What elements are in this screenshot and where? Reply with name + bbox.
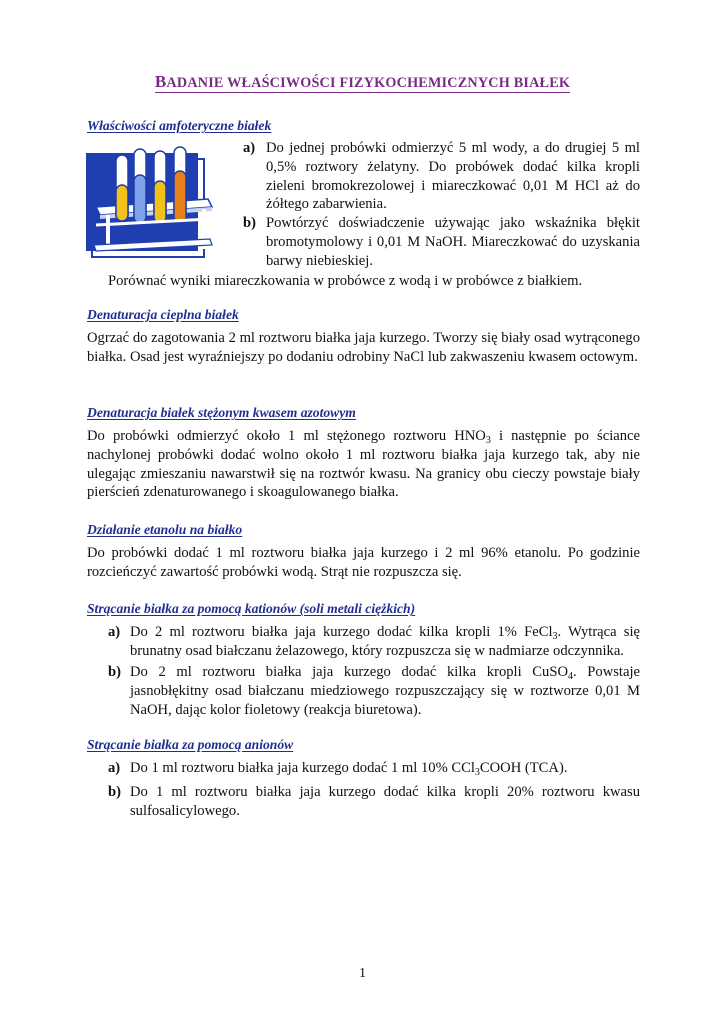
- section-heading-cations: Strącanie białka za pomocą kationów (soli metali ciężkich): [87, 601, 416, 616]
- item-text-b: Do 1 ml roztworu białka jaja kurzego dodać kilka kropli 20% roztworu kwasu sulfosalicylowego.: [130, 784, 640, 819]
- item-text-a: Do jednej probówki odmierzyć 5 ml wody, a do drugiej 5 ml 0,5% roztwory żelatyny. Do probówek dodać kilka kropli zieleni bromokrezolowej i miareczkować 0,01 M HCl aż do żółtego zabarwienia.: [266, 140, 640, 213]
- section-paragraph: Do probówki dodać 1 ml roztworu białka jaja kurzego i 2 ml 96% etanolu. Po godzinie rozcieńczyć zawartość probówki wodą. Strąt nie rozpuszcza się.: [87, 545, 640, 580]
- page-title: BADANIE WŁAŚCIWOŚCI FIZYKOCHEMICZNYCH BIAŁEK: [154, 72, 571, 91]
- section-paragraph: Ogrzać do zagotowania 2 ml roztworu białka jaja kurzego. Tworzy się biały osad wytrąconego białka. Osad jest wyraźniejszy po dodaniu odrobiny NaCl lub zakwaszeniu kwasem octowym.: [87, 330, 640, 365]
- test-tubes-rack-icon: [86, 145, 214, 259]
- page-number: 1: [359, 966, 366, 981]
- item-text-a: Do 1 ml roztworu białka jaja kurzego dodać 1 ml 10% CCl$_3$COOH (TCA).: [130, 760, 568, 778]
- section-heading-ethanol: Działanie etanolu na białko: [87, 522, 243, 537]
- item-marker-b: b): [108, 784, 121, 800]
- section-heading-heat-denaturation: Denaturacja cieplna białek: [87, 307, 239, 322]
- item-marker-a: a): [108, 760, 121, 776]
- section-paragraph: Do probówki odmierzyć około 1 ml stężonego roztworu $HNO_3$ i następnie po ściance nachylonej probówki dodać wolno około 1 ml roztworu białka jaja kurzego tak, aby nie ulegając zmieszaniu nawarstwił się na roztwór kwasu. Na granicy obu cieczy powstaje biały pierścień zdenaturowanego i skoagulowanego białka.: [87, 428, 641, 501]
- section-heading-nitric-acid: Denaturacja białek stężonym kwasem azotowym: [87, 405, 356, 420]
- item-marker-b: b): [108, 664, 121, 680]
- item-marker-a: a): [108, 624, 121, 640]
- item-marker-b: b): [243, 215, 256, 231]
- item-marker-a: a): [243, 140, 256, 156]
- section-heading-amphoteric: Właściwości amfoteryczne białek: [87, 118, 272, 133]
- item-text-b: Do 2 ml roztworu białka jaja kurzego dodać kilka kropli CuSO$_4$. Powstaje jasnobłękitny osad białczanu miedziowego rozpuszczający się w roztworze 0,01 M NaOH, dając kolor fioletowy (reakcja biuretowa).: [130, 664, 640, 718]
- item-text-b: Powtórzyć doświadczenie używając jako wskaźnika błękit bromotymolowy i 0,01 M NaOH. Miareczkować do uzyskania barwy niebieskiej.: [266, 215, 640, 269]
- section-heading-anions: Strącanie białka za pomocą anionów: [87, 737, 294, 752]
- item-text-a: Do 2 ml roztworu białka jaja kurzego dodać kilka kropli 1% FeCl$_3$. Wytrąca się brunatny osad białczanu żelazowego, który rozpuszcza się w nadmiarze odczynnika.: [130, 624, 640, 659]
- closing-paragraph: Porównać wyniki miareczkowania w probówce z wodą i w probówce z białkiem.: [108, 273, 583, 289]
